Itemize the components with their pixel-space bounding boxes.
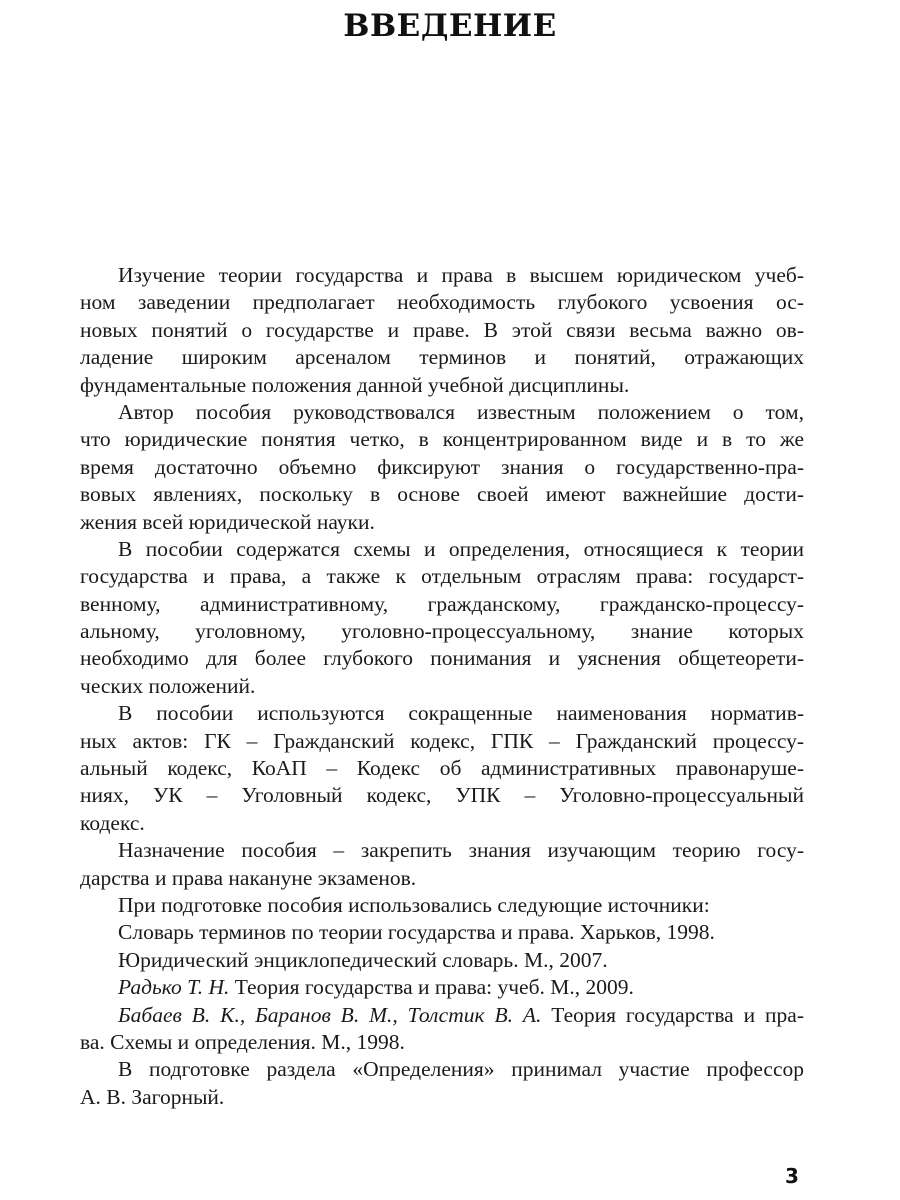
text-line: время достаточно объемно фиксируют знания о государственно-пра- [80, 454, 804, 479]
text-line: Изучение теории государства и права в высшем юридическом учеб- [118, 263, 804, 287]
text-line: А. В. Загорный. [80, 1084, 225, 1109]
reference-title: Теория государства и права: учеб. М., 2009. [229, 975, 634, 1000]
text-line: ческих положений. [80, 673, 256, 698]
reference-item: Словарь терминов по теории государства и права. Харьков, 1998. [118, 920, 715, 945]
text-line: дарства и права накануне экзаменов. [80, 865, 417, 890]
reference-item [80, 1002, 804, 1029]
text-line: ном заведении предполагает необходимость глубокого усвоения ос- [80, 290, 804, 315]
text-line: необходимо для более глубокого понимания и уяснения общетеорети- [80, 646, 804, 671]
text-line: В пособии содержатся схемы и определения, относящиеся к теории [118, 536, 804, 561]
text-line: вовых явлениях, поскольку в основе своей имеют важнейшие дости- [80, 482, 804, 507]
text-line: При подготовке пособия использовались следующие источники: [118, 892, 710, 917]
text-line: новых понятий о государстве и праве. В этой связи весьма важно ов- [80, 317, 804, 342]
text-line: ниях, УК – Уголовный кодекс, УПК – Уголовно-процессуальный [80, 783, 804, 808]
text-line: альному, уголовному, уголовно-процессуальному, знание которых [80, 619, 804, 644]
introduction-text [80, 262, 804, 1111]
text-line: Назначение пособия – закрепить знания изучающим теорию госу- [118, 838, 804, 863]
text-line: что юридические понятия четко, в концентрированном виде и в то же [80, 427, 804, 452]
text-line: фундаментальные положения данной учебной дисциплины. [80, 372, 630, 397]
text-line: ладение широким арсеналом терминов и понятий, отражающих [80, 345, 804, 370]
page-number: 3 [785, 1164, 799, 1188]
reference-authors: Бабаев В. К., Баранов В. М., Толстик В. А. [118, 1002, 542, 1027]
text-line: венному, административному, гражданскому, гражданско-процессу- [80, 591, 804, 616]
text-line: жения всей юридической науки. [80, 509, 375, 534]
text-line: В подготовке раздела «Определения» принимал участие профессор [118, 1057, 804, 1082]
reference-title: Теория государства и пра- [541, 1002, 804, 1027]
reference-item: Юридический энциклопедический словарь. М., 2007. [118, 947, 608, 972]
text-line: Автор пособия руководствовался известным положением о том, [118, 399, 804, 424]
reference-item [80, 974, 804, 1001]
text-line: альный кодекс, КоАП – Кодекс об административных правонаруше- [80, 756, 804, 781]
reference-authors: Радько Т. Н. [118, 975, 230, 1000]
text-line: ва. Схемы и определения. М., 1998. [80, 1029, 405, 1054]
text-line: ных актов: ГК – Гражданский кодекс, ГПК – Гражданский процессу- [80, 728, 804, 753]
text-line: государства и права, а также к отдельным отраслям права: государст- [80, 564, 804, 589]
text-line: В пособии используются сокращенные наименования норматив- [118, 701, 804, 726]
text-line: кодекс. [80, 810, 145, 835]
chapter-heading: ВВЕДЕНИЕ [343, 8, 557, 44]
